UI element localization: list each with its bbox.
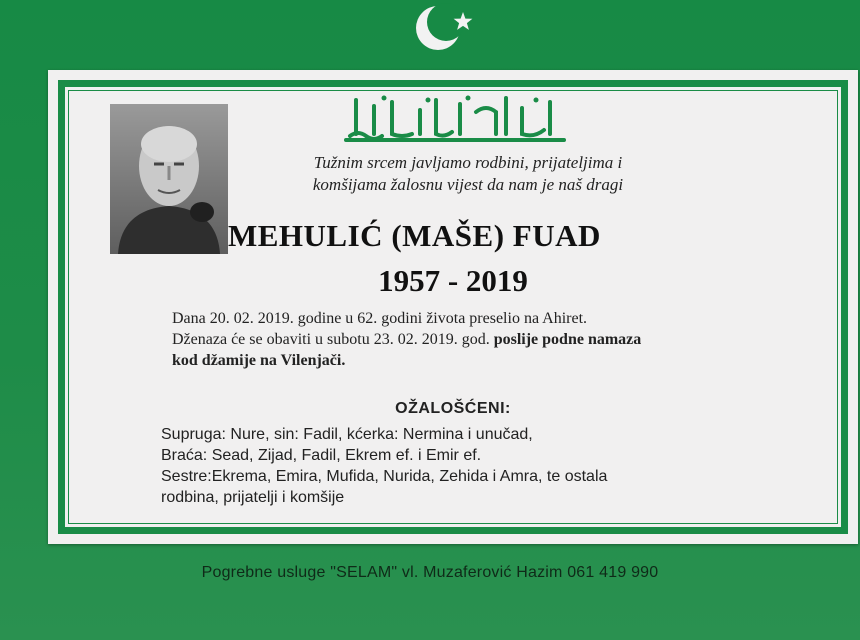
body-line-1: Dana 20. 02. 2019. godine u 62. godini života preselio na Ahiret. <box>172 310 588 327</box>
body-line-2 <box>172 329 772 350</box>
crescent-star-icon <box>408 0 478 60</box>
funeral-time-text: poslije podne namaza <box>493 331 642 348</box>
mourners-line: Braća: Sead, Zijad, Fadil, Ekrem ef. i Emir ef. <box>161 447 482 464</box>
deceased-name: MEHULIĆ (MAŠE) FUAD <box>228 218 601 253</box>
funeral-date-text: Dženaza će se obaviti u subotu 23. 02. 2019. god. <box>172 331 490 348</box>
mourners-line: Sestre:Ekrema, Emira, Mufida, Nurida, Zehida i Amra, te ostala <box>161 468 608 485</box>
mourners-line: rodbina, prijatelji i komšije <box>161 489 345 506</box>
obituary-paper <box>48 70 858 544</box>
intro-line-2: komšijama žalosnu vijest da nam je naš dragi <box>312 175 624 194</box>
life-years: 1957 - 2019 <box>378 263 528 298</box>
mourners-title: OŽALOŠĆENI: <box>395 400 511 417</box>
funeral-service-footer: Pogrebne usluge "SELAM" vl. Muzaferović Hazim 061 419 990 <box>201 564 659 581</box>
intro-text <box>198 152 738 196</box>
mourners-list <box>161 424 721 508</box>
funeral-location-text: kod džamije na Vilenjači. <box>172 352 346 369</box>
notice-body <box>172 308 772 371</box>
body-line-3 <box>172 350 772 371</box>
arabic-calligraphy <box>340 92 570 144</box>
intro-line-1: Tužnim srcem javljamo rodbini, prijateljima i <box>313 153 623 172</box>
mourners-line: Supruga: Nure, sin: Fadil, kćerka: Nermina i unučad, <box>161 426 533 443</box>
